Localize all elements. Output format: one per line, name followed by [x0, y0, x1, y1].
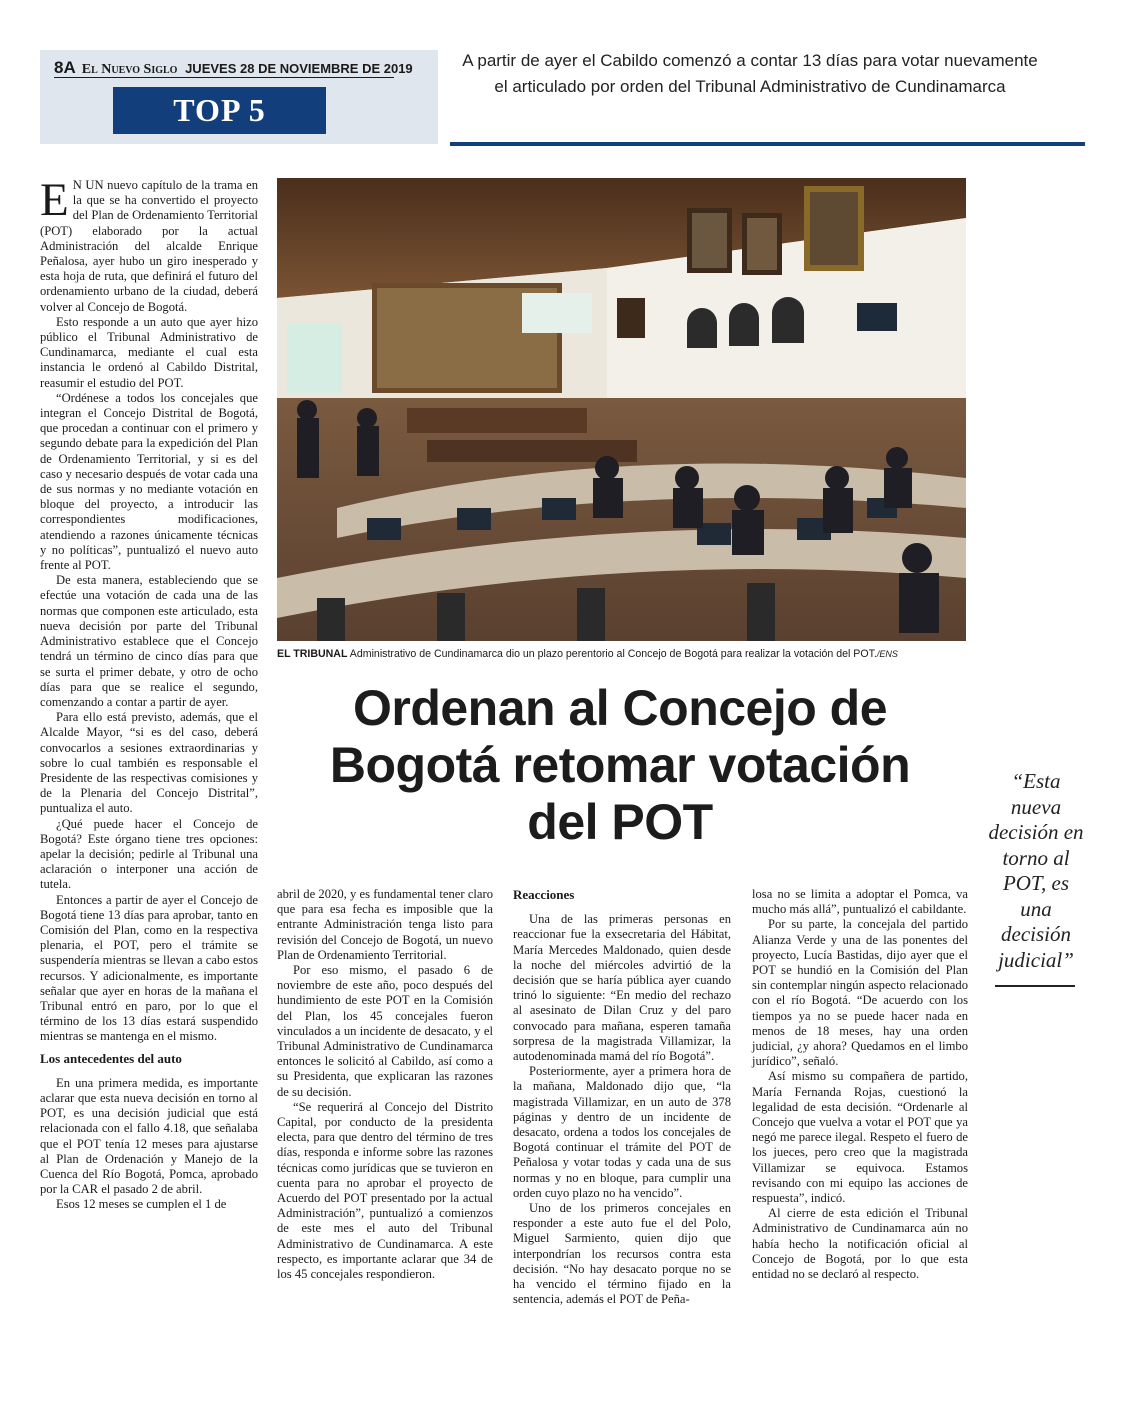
lead-paragraph: E N UN nuevo capítulo de la trama en la que se ha convertido el proyecto del Plan de Ordenamiento Territorial (POT) elaborado por la actual Administración del alcalde Enrique Peñalosa, ayer hubo un giro inesperado y esta hoja de ruta, que definirá el futuro del ordenamiento urbano de la ciudad, deberá volver al Concejo de Bogotá. — [40, 174, 258, 314]
paragraph: ¿Qué puede hacer el Concejo de Bogotá? Este órgano tiene tres opciones: apelar la decisión; pedirle al Tribunal una aclaración o interponer una acción de tutela. — [40, 816, 258, 892]
pull-quote: “Esta nueva decisión en torno al POT, es una decisión judicial” — [988, 769, 1084, 972]
paragraph: Para ello está previsto, además, que el Alcalde Mayor, “si es del caso, deberá convocarlos a sesiones extraordinarias y sobre lo cual también es responsable el Presidente de las respectivas comisiones y de la Plenaria del Concejo Distrital”, puntualiza el auto. — [40, 710, 258, 816]
subhead: Los antecedentes del auto — [40, 1050, 182, 1066]
caption-text: Administrativo de Cundinamarca dio un plazo perentorio al Concejo de Bogotá para realizar la votación del POT. — [347, 648, 877, 660]
folio-rule — [54, 77, 394, 78]
paragraph: Al cierre de esta edición el Tribunal Administrativo de Cundinamarca aún no había hecho la notificación oficial al Concejo de Bogotá, por lo que esta entidad no se declaró al respecto. — [752, 1206, 968, 1282]
section-label: TOP 5 — [113, 87, 326, 134]
paragraph: De esta manera, estableciendo que se efectúe una votación de cada una de las normas que componen este articulado, esta nueva decisión por parte del Tribunal Administrativo establece que el Concejo tendrá un término de cinco días para que se surta el primer debate, y otro de ocho días para que se realice el segundo, comenzando a contar a partir de ayer. — [40, 573, 258, 709]
article-column-3 — [513, 887, 731, 1307]
paragraph: Entonces a partir de ayer el Concejo de Bogotá tiene 13 días para aprobar, tanto en Comisión del Plan, como en la respectiva plenaria, el POT, pero el trámite se suspendería mientras se llevan a cabo estos recursos. Y adicionalmente, es importante señalar que ayer en horas de la mañana el Tribunal entró en paro, por lo que el término de los 13 días estará suspendido mientras se mantenga en el mismo. — [40, 892, 258, 1044]
paragraph: Posteriormente, ayer a primera hora de la mañana, Maldonado dijo que, “la magistrada Villamizar, en un auto de 378 páginas y dentro de un incidente de desacato, ordena a todos los concejales de Bogotá continuar el trámite del POT de Peñalosa y votar todas y cada una de sus normas y no en bloque, para cumplir una orden cuyo plazo no ha vencido”. — [513, 1064, 731, 1200]
pull-quote-rule — [995, 985, 1075, 987]
issue-date: JUEVES 28 DE NOVIEMBRE DE 2019 — [185, 61, 413, 76]
photo-caption — [277, 648, 977, 660]
paragraph: Por su parte, la concejala del partido Alianza Verde y una de las ponentes del proyecto, Lucía Bastidas, dijo ayer que el POT se hundió en la Comisión del Plan sin contemplar ningún aspecto relacionado con el río Bogotá. “De acuerdo con los tiempos ya no se puede hacer nada en menos de 18 meses, hay una orden judicial, ¿y ahora? Quedamos en el limbo jurídico”, señaló. — [752, 917, 968, 1069]
paragraph: losa no se limita a adoptar el Pomca, va mucho más allá”, puntualizó el cabildante. — [752, 887, 968, 917]
paragraph: “Ordénese a todos los concejales que integran el Concejo Distrital de Bogotá, que procedan a continuar con el primero y segundo debate para la expedición del Plan de Ordenamiento Territorial, y si es del caso y necesario después de votar cada una de sus normas y no mediante votación en bloque del proyecto, a introducir las correspondientes modificaciones, atendiendo a razones únicamente técnicas y no políticas”, puntualizó el nuevo auto frente al POT. — [40, 390, 258, 573]
paragraph: Uno de los primeros concejales en responder a este auto fue el del Polo, Miguel Sarmiento, quien dijo que interpondrían los recursos contra esta decisión. “No hay desacato porque no se ha vencido el término fijado en la sentencia, además el POT de Peña- — [513, 1201, 731, 1307]
folio — [54, 58, 413, 78]
article-column-1 — [40, 174, 258, 1213]
paper-name: El Nuevo Siglo — [81, 62, 178, 77]
paragraph: Por eso mismo, el pasado 6 de noviembre de este año, poco después del hundimiento de este POT en la Comisión del Plan, los 45 concejales fueron vinculados a un incidente de desacato, y el Tribunal Administrativo de Cundinamarca entonces le solicitó al Cabildo, así como a su Presidenta, que explicaran las razones de su decisión. — [277, 963, 493, 1099]
paragraph: “Se requerirá al Concejo del Distrito Capital, por conducto de la presidenta electa, para que dentro del término de tres días, responda e informe sobre las razones técnicas como jurídicas que se tuvieron en cuenta para no aprobar el proyecto de Acuerdo del POT presentado por la actual Administración”, puntualizó a comienzos de este mes el auto del Tribunal Administrativo de Cundinamarca. A este respecto, es importante aclarar que 34 de los 45 concejales respondieron. — [277, 1099, 493, 1282]
council-chamber-photo — [277, 178, 966, 641]
paragraph: abril de 2020, y es fundamental tener claro que para esa fecha es imposible que la entrante Administración tenga listo para revisión del Concejo de Bogotá, un nuevo Plan de Ordenamiento Territorial. — [277, 887, 493, 962]
headline: Ordenan al Concejo de Bogotá retomar votación del POT — [329, 680, 911, 850]
article-column-4 — [752, 887, 968, 1282]
caption-lead: EL TRIBUNAL — [277, 648, 348, 660]
kicker-rule — [450, 142, 1085, 146]
photo-credit: /ENS — [876, 649, 898, 659]
subhead: Reacciones — [513, 887, 575, 902]
paragraph: Esto responde a un auto que ayer hizo público el Tribunal Administrativo de Cundinamarca, mediante el cual esta instancia le ordenó al Cabildo Distrital, reasumir el estudio del POT. — [40, 314, 258, 390]
article-column-2 — [277, 887, 493, 1282]
dropcap: E — [40, 174, 69, 226]
paragraph: Una de las primeras personas en reaccionar fue la exsecretaria del Hábitat, María Mercedes Maldonado, quien desde la noche del miércoles advirtió de la decisión que se haría pública ayer cuando trinó lo siguiente: “En medio del rechazo al asesinato de Dilan Cruz y del paro convocado para mañana, esperen tamaña sorpresa de la magistrada Villamizar, la autodenominada mamá del río Bogotá”. — [513, 912, 731, 1064]
kicker: A partir de ayer el Cabildo comenzó a contar 13 días para votar nuevamente el articulado por orden del Tribunal Administrativo de Cundinamarca — [462, 51, 1038, 96]
paragraph: En una primera medida, es importante aclarar que esta nueva decisión en torno al POT, es una decisión judicial que está relacionada con el fallo 4.18, que señalaba que el POT tenía 12 meses para ajustarse al Plan de Ordenación y Manejo de la Cuenca del Río Bogotá, Pomca, aprobado por la CAR el pasado 2 de abril. — [40, 1075, 258, 1197]
paragraph: Esos 12 meses se cumplen el 1 de — [56, 1197, 227, 1212]
page-number: 8A — [54, 58, 76, 77]
photo-illustration — [277, 178, 966, 641]
paragraph: Así mismo su compañera de partido, María Fernanda Rojas, cuestionó la legalidad de esta decisión. “Ordenarle al Concejo que vuelva a votar el POT que ya negó me parece ilegal. Respeto el fuero de los jueces, pero creo que la magistrada Villamizar se equivoca. Estamos revisando con mi equipo las acciones de respuesta”, indicó. — [752, 1069, 968, 1206]
